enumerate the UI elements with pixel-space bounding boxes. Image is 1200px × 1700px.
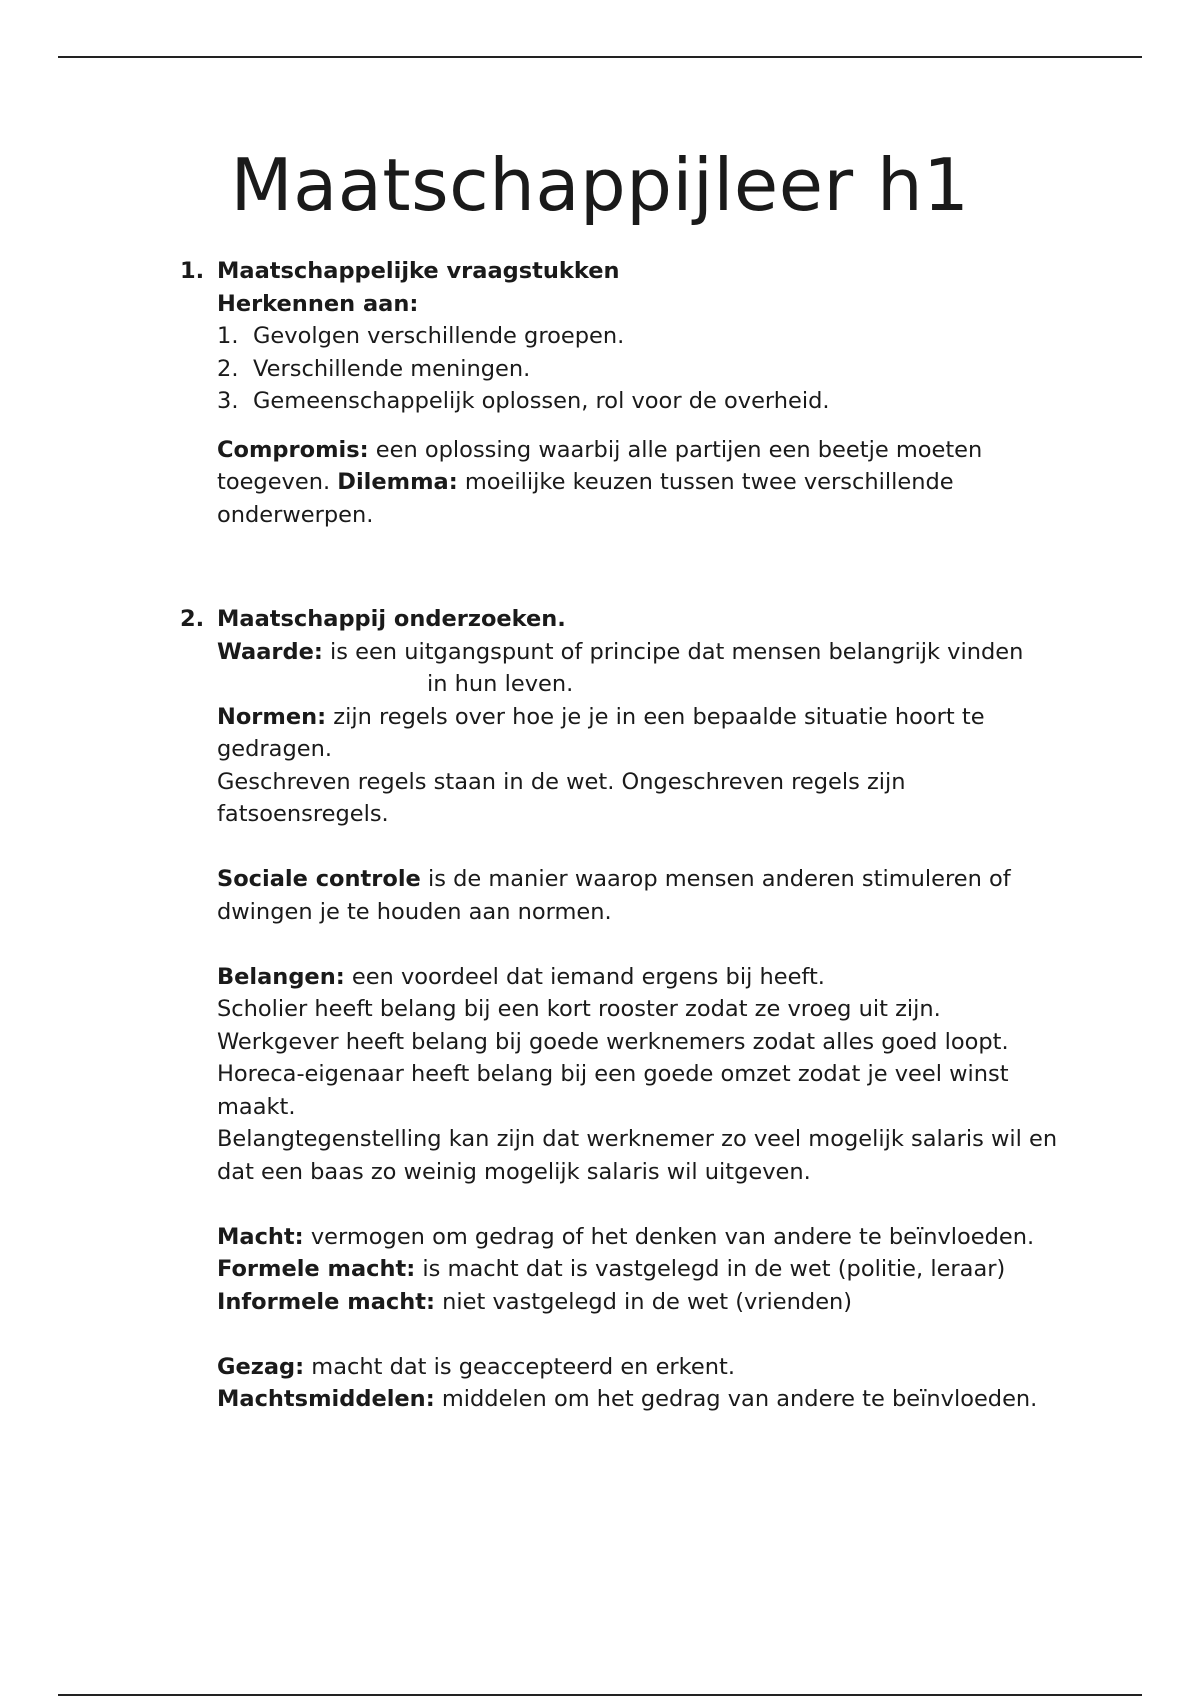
term-normen: Normen:: [217, 703, 327, 730]
definition-macht-text: vermogen om gedrag of het denken van andere te beïnvloeden.: [303, 1223, 1035, 1250]
footer-rule: [58, 1694, 1142, 1696]
criteria-list: [217, 320, 1060, 418]
term-dilemma: Dilemma:: [337, 469, 458, 495]
section-heading: Maatschappij onderzoeken.: [217, 606, 566, 632]
term-sociale-controle: Sociale controle: [217, 866, 421, 892]
document-body: [180, 255, 1060, 1416]
definition-normen-text: zijn regels over hoe je je in een bepaalde situatie hoort te gedragen.: [217, 703, 985, 762]
term-compromis: Compromis:: [217, 436, 369, 463]
term-belangen: Belangen:: [217, 963, 345, 990]
list-item: [217, 320, 1060, 353]
list-item-text: Gemeenschappelijk oplossen, rol voor de overheid.: [253, 388, 830, 414]
section-number: 1.: [180, 258, 205, 284]
page-title: Maatschappijleer h1: [230, 143, 970, 227]
list-item-text: Verschillende meningen.: [253, 355, 531, 382]
term-macht: Macht:: [217, 1223, 304, 1250]
section-maatschappij-onderzoeken: [180, 603, 1060, 1416]
definition-informele-macht: [217, 1286, 1060, 1319]
section-number: 2.: [180, 606, 205, 632]
normen-extra: Geschreven regels staan in de wet. Ongeschreven regels zijn fatsoensregels.: [217, 768, 906, 827]
definition-sociale-controle-text: is de manier waarop mensen anderen stimuleren of dwingen je te houden aan normen.: [217, 866, 1011, 925]
definition-machtsmiddelen: [217, 1383, 1060, 1416]
list-item-number: 1.: [217, 323, 239, 349]
definition-belangen-text: een voordeel dat iemand ergens bij heeft.: [344, 963, 825, 990]
definition-compromis-dilemma: [217, 434, 1060, 532]
term-formele-macht: Formele macht:: [217, 1256, 416, 1282]
definition-waarde-text: is een uitgangspunt of principe dat mensen belangrijk vinden: [322, 638, 1024, 665]
belangen-example: Scholier heeft belang bij een kort rooster zodat ze vroeg uit zijn.: [217, 996, 941, 1022]
definition-compromis: een oplossing waarbij alle partijen een beetje moeten toegeven.: [217, 436, 983, 495]
list-item-number: 3.: [217, 388, 239, 414]
definition-macht: [217, 1221, 1060, 1254]
list-item: [217, 353, 1060, 386]
section-maatschappelijke-vraagstukken: [180, 255, 1060, 531]
definition-informele-macht-text: niet vastgelegd in de wet (vrienden): [434, 1288, 853, 1315]
definition-belangen: [217, 961, 1060, 994]
section-heading: Maatschappelijke vraagstukken: [217, 258, 620, 284]
term-informele-macht: Informele macht:: [217, 1288, 435, 1315]
definition-waarde-text-end: in hun leven.: [427, 671, 574, 697]
definition-normen: [217, 701, 1060, 766]
definition-formele-macht: [217, 1253, 1060, 1286]
belangen-example: Horeca-eigenaar heeft belang bij een goede omzet zodat je veel winst maakt.: [217, 1061, 1009, 1120]
definition-formele-macht-text: is macht dat is vastgelegd in de wet (politie, leraar): [415, 1256, 1006, 1282]
term-machtsmiddelen: Machtsmiddelen:: [217, 1386, 435, 1412]
list-item-number: 2.: [217, 355, 239, 382]
definition-gezag-text: macht dat is geaccepteerd en erkent.: [304, 1353, 735, 1380]
definition-dilemma: moeilijke keuzen tussen twee verschillende onderwerpen.: [217, 469, 954, 528]
list-item: [217, 385, 1060, 418]
definition-gezag: [217, 1351, 1060, 1384]
header-rule: [58, 56, 1142, 58]
definition-machtsmiddelen-text: middelen om het gedrag van andere te beïnvloeden.: [434, 1386, 1038, 1412]
section-subheading: Herkennen aan:: [217, 290, 419, 317]
belangen-example: Belangtegenstelling kan zijn dat werknemer zo veel mogelijk salaris wil en dat een baas zo weinig mogelijk salaris wil uitgeven.: [217, 1126, 1058, 1185]
list-item-text: Gevolgen verschillende groepen.: [253, 323, 625, 349]
definition-waarde: [217, 636, 1060, 701]
term-waarde: Waarde:: [217, 638, 323, 665]
belangen-example: Werkgever heeft belang bij goede werknemers zodat alles goed loopt.: [217, 1028, 1009, 1055]
term-gezag: Gezag:: [217, 1353, 305, 1380]
definition-sociale-controle: [217, 863, 1060, 928]
